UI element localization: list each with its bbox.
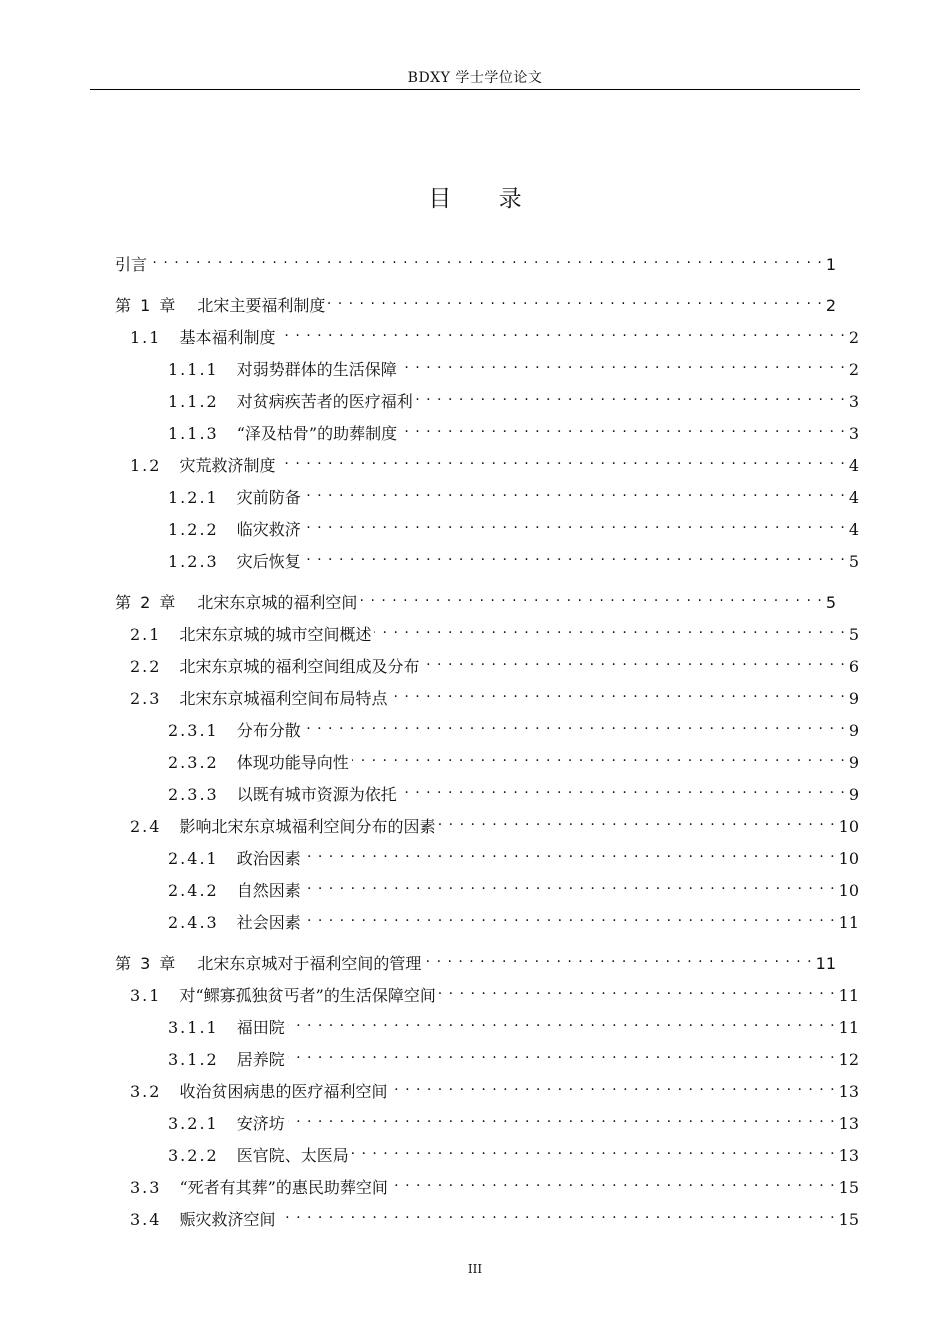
toc-title: 目 录	[428, 186, 522, 212]
toc-entry-number: 2.3.1	[168, 721, 219, 740]
toc-dot-leader	[288, 1011, 836, 1033]
toc-entry-number: 1.1	[130, 328, 162, 347]
toc-dot-leader	[288, 1043, 836, 1065]
toc-subsection-entry[interactable]	[168, 746, 859, 772]
toc-entry-number: 2.3.2	[168, 753, 219, 772]
toc-dot-leader	[304, 714, 846, 736]
toc-chapter-entry[interactable]	[115, 248, 836, 274]
toc-entry-page: 13	[838, 1146, 859, 1165]
toc-subsection-entry[interactable]	[168, 1107, 859, 1133]
toc-entry-number: 1.1.3	[168, 424, 219, 443]
toc-entry-label: 医官院、太医局	[236, 1146, 349, 1165]
toc-entry-label: 影响北宋东京城福利空间分布的因素	[179, 817, 436, 836]
toc-chapter-entry[interactable]	[115, 947, 836, 973]
toc-dot-leader	[424, 947, 812, 969]
toc-dot-leader	[304, 481, 846, 503]
toc-subsection-entry[interactable]	[168, 778, 859, 804]
toc-dot-leader	[304, 906, 836, 928]
toc-entry-page: 2	[825, 296, 836, 315]
toc-entry-number: 第 2 章	[115, 593, 178, 612]
toc-entry-label: 福田院	[236, 1018, 285, 1037]
toc-entry-number: 第 1 章	[115, 296, 178, 315]
toc-entry-label: 居养院	[236, 1050, 285, 1069]
toc-entry-number: 1.2.2	[168, 520, 219, 539]
toc-entry-label: 赈灾救济空间	[179, 1210, 276, 1229]
toc-entry-page: 9	[848, 721, 859, 740]
toc-dot-leader	[400, 353, 846, 375]
toc-entry-page: 11	[815, 954, 836, 973]
toc-dot-leader	[390, 682, 845, 704]
toc-entry-label: 灾后恢复	[236, 552, 301, 571]
toc-subsection-entry[interactable]	[168, 417, 859, 443]
toc-entry-page: 9	[848, 785, 859, 804]
toc-entry-number: 3.1	[130, 986, 162, 1005]
toc-entry-number: 3.2	[130, 1082, 162, 1101]
toc-section-entry[interactable]	[130, 682, 859, 708]
toc-dot-leader	[352, 1139, 836, 1161]
toc-entry-page: 10	[838, 817, 859, 836]
toc-dot-leader	[304, 842, 836, 864]
toc-entry-page: 3	[848, 424, 859, 443]
toc-dot-leader	[422, 650, 845, 672]
toc-entry-page: 2	[848, 360, 859, 379]
toc-entry-label: “死者有其葬”的惠民助葬空间	[179, 1178, 388, 1197]
toc-entry-number: 3.3	[130, 1178, 162, 1197]
toc-entry-label: 安济坊	[236, 1114, 285, 1133]
toc-entry-number: 2.4	[130, 817, 162, 836]
toc-entry-page: 5	[848, 625, 859, 644]
toc-subsection-entry[interactable]	[168, 874, 859, 900]
toc-entry-number: 3.1.1	[168, 1018, 219, 1037]
toc-entry-label: 政治因素	[236, 849, 301, 868]
toc-entry-page: 13	[838, 1082, 859, 1101]
toc-entry-page: 13	[838, 1114, 859, 1133]
toc-section-entry[interactable]	[130, 1075, 859, 1101]
toc-subsection-entry[interactable]	[168, 714, 859, 740]
toc-chapter-entry[interactable]	[115, 289, 836, 315]
toc-entry-page: 9	[848, 689, 859, 708]
toc-entry-label: 北宋东京城的城市空间概述	[179, 625, 372, 644]
toc-dot-leader	[360, 586, 822, 608]
toc-subsection-entry[interactable]	[168, 1011, 859, 1037]
toc-section-entry[interactable]	[130, 979, 859, 1005]
toc-entry-number: 1.2.1	[168, 488, 219, 507]
toc-entry-label: 灾前防备	[236, 488, 301, 507]
toc-entry-page: 9	[848, 753, 859, 772]
toc-entry-label: 对弱势群体的生活保障	[236, 360, 397, 379]
toc-section-entry[interactable]	[130, 810, 859, 836]
toc-entry-label: 北宋东京城福利空间布局特点	[179, 689, 388, 708]
toc-entry-page: 15	[838, 1210, 859, 1229]
toc-entry-label: 社会因素	[236, 913, 301, 932]
toc-dot-leader	[416, 385, 846, 407]
toc-dot-leader	[400, 778, 846, 800]
toc-entry-page: 6	[848, 657, 859, 676]
toc-entry-label: 体现功能导向性	[236, 753, 349, 772]
toc-subsection-entry[interactable]	[168, 545, 859, 571]
toc-entry-page: 15	[838, 1178, 859, 1197]
toc-dot-leader	[304, 545, 846, 567]
toc-entry-page: 11	[838, 1018, 859, 1037]
toc-entry-page: 4	[848, 488, 859, 507]
toc-entry-label: 对“鳏寡孤独贫丐者”的生活保障空间	[179, 986, 436, 1005]
toc-dot-leader	[374, 618, 845, 640]
toc-section-entry[interactable]	[130, 1203, 859, 1229]
toc-entry-number: 2.2	[130, 657, 162, 676]
toc-entry-page: 1	[825, 255, 836, 274]
toc-entry-label: 以既有城市资源为依托	[236, 785, 397, 804]
toc-dot-leader	[328, 289, 822, 311]
toc-entry-page: 5	[825, 593, 836, 612]
toc-dot-leader	[278, 449, 845, 471]
toc-subsection-entry[interactable]	[168, 842, 859, 868]
toc-entry-number: 3.2.2	[168, 1146, 219, 1165]
toc-entry-number: 1.2	[130, 456, 162, 475]
toc-entry-number: 2.1	[130, 625, 162, 644]
toc-entry-page: 10	[838, 849, 859, 868]
running-header: BDXY 学士学位论文	[407, 70, 543, 86]
page-number: III	[467, 1262, 483, 1276]
toc-entry-page: 10	[838, 881, 859, 900]
toc-entry-label: 收治贫困病患的医疗福利空间	[179, 1082, 388, 1101]
toc-section-entry[interactable]	[130, 321, 859, 347]
toc-section-entry[interactable]	[130, 449, 859, 475]
toc-subsection-entry[interactable]	[168, 513, 859, 539]
toc-entry-label: 北宋东京城的福利空间组成及分布	[179, 657, 420, 676]
toc-entry-number: 第 3 章	[115, 954, 178, 973]
toc-dot-leader	[390, 1075, 835, 1097]
toc-entry-label: 北宋主要福利制度	[197, 296, 326, 315]
toc-entry-page: 2	[848, 328, 859, 347]
toc-entry-label: 临灾救济	[236, 520, 301, 539]
toc-entry-number: 2.4.3	[168, 913, 219, 932]
toc-entry-label: 北宋东京城对于福利空间的管理	[197, 954, 422, 973]
toc-section-entry[interactable]	[130, 618, 859, 644]
toc-section-entry[interactable]	[130, 1171, 859, 1197]
toc-entry-page: 12	[838, 1050, 859, 1069]
toc-entry-page: 11	[838, 986, 859, 1005]
toc-dot-leader	[304, 513, 846, 535]
toc-entry-page: 4	[848, 520, 859, 539]
toc-entry-label: 引言	[115, 255, 148, 274]
toc-subsection-entry[interactable]	[168, 481, 859, 507]
toc-entry-page: 3	[848, 392, 859, 411]
toc-entry-number: 2.3.3	[168, 785, 219, 804]
toc-entry-page: 5	[848, 552, 859, 571]
toc-entry-number: 1.2.3	[168, 552, 219, 571]
toc-dot-leader	[438, 810, 835, 832]
toc-entry-label: 基本福利制度	[179, 328, 276, 347]
toc-dot-leader	[400, 417, 846, 439]
toc-entry-label: “泽及枯骨”的助葬制度	[236, 424, 398, 443]
toc-dot-leader	[278, 1203, 835, 1225]
toc-dot-leader	[278, 321, 845, 343]
toc-dot-leader	[439, 979, 836, 1001]
toc-entry-number: 2.3	[130, 689, 162, 708]
toc-dot-leader	[288, 1107, 836, 1129]
toc-entry-number: 1.1.2	[168, 392, 219, 411]
toc-entry-label: 灾荒救济制度	[179, 456, 276, 475]
toc-subsection-entry[interactable]	[168, 385, 859, 411]
toc-entry-page: 11	[838, 913, 859, 932]
toc-subsection-entry[interactable]	[168, 1139, 859, 1165]
toc-dot-leader	[391, 1171, 836, 1193]
toc-subsection-entry[interactable]	[168, 353, 859, 379]
toc-dot-leader	[150, 248, 823, 270]
toc-entry-number: 3.1.2	[168, 1050, 219, 1069]
toc-entry-number: 3.4	[130, 1210, 162, 1229]
toc-entry-label: 自然因素	[236, 881, 301, 900]
toc-section-entry[interactable]	[130, 650, 859, 676]
toc-entry-number: 2.4.2	[168, 881, 219, 900]
toc-subsection-entry[interactable]	[168, 1043, 859, 1069]
toc-chapter-entry[interactable]	[115, 586, 836, 612]
toc-entry-number: 2.4.1	[168, 849, 219, 868]
toc-entry-page: 4	[848, 456, 859, 475]
toc-entry-number: 1.1.1	[168, 360, 219, 379]
toc-subsection-entry[interactable]	[168, 906, 859, 932]
toc-entry-label: 北宋东京城的福利空间	[197, 593, 358, 612]
toc-dot-leader	[352, 746, 846, 768]
toc-dot-leader	[304, 874, 836, 896]
toc-entry-number: 3.2.1	[168, 1114, 219, 1133]
toc-entry-label: 对贫病疾苦者的医疗福利	[236, 392, 413, 411]
toc-entry-label: 分布分散	[236, 721, 301, 740]
